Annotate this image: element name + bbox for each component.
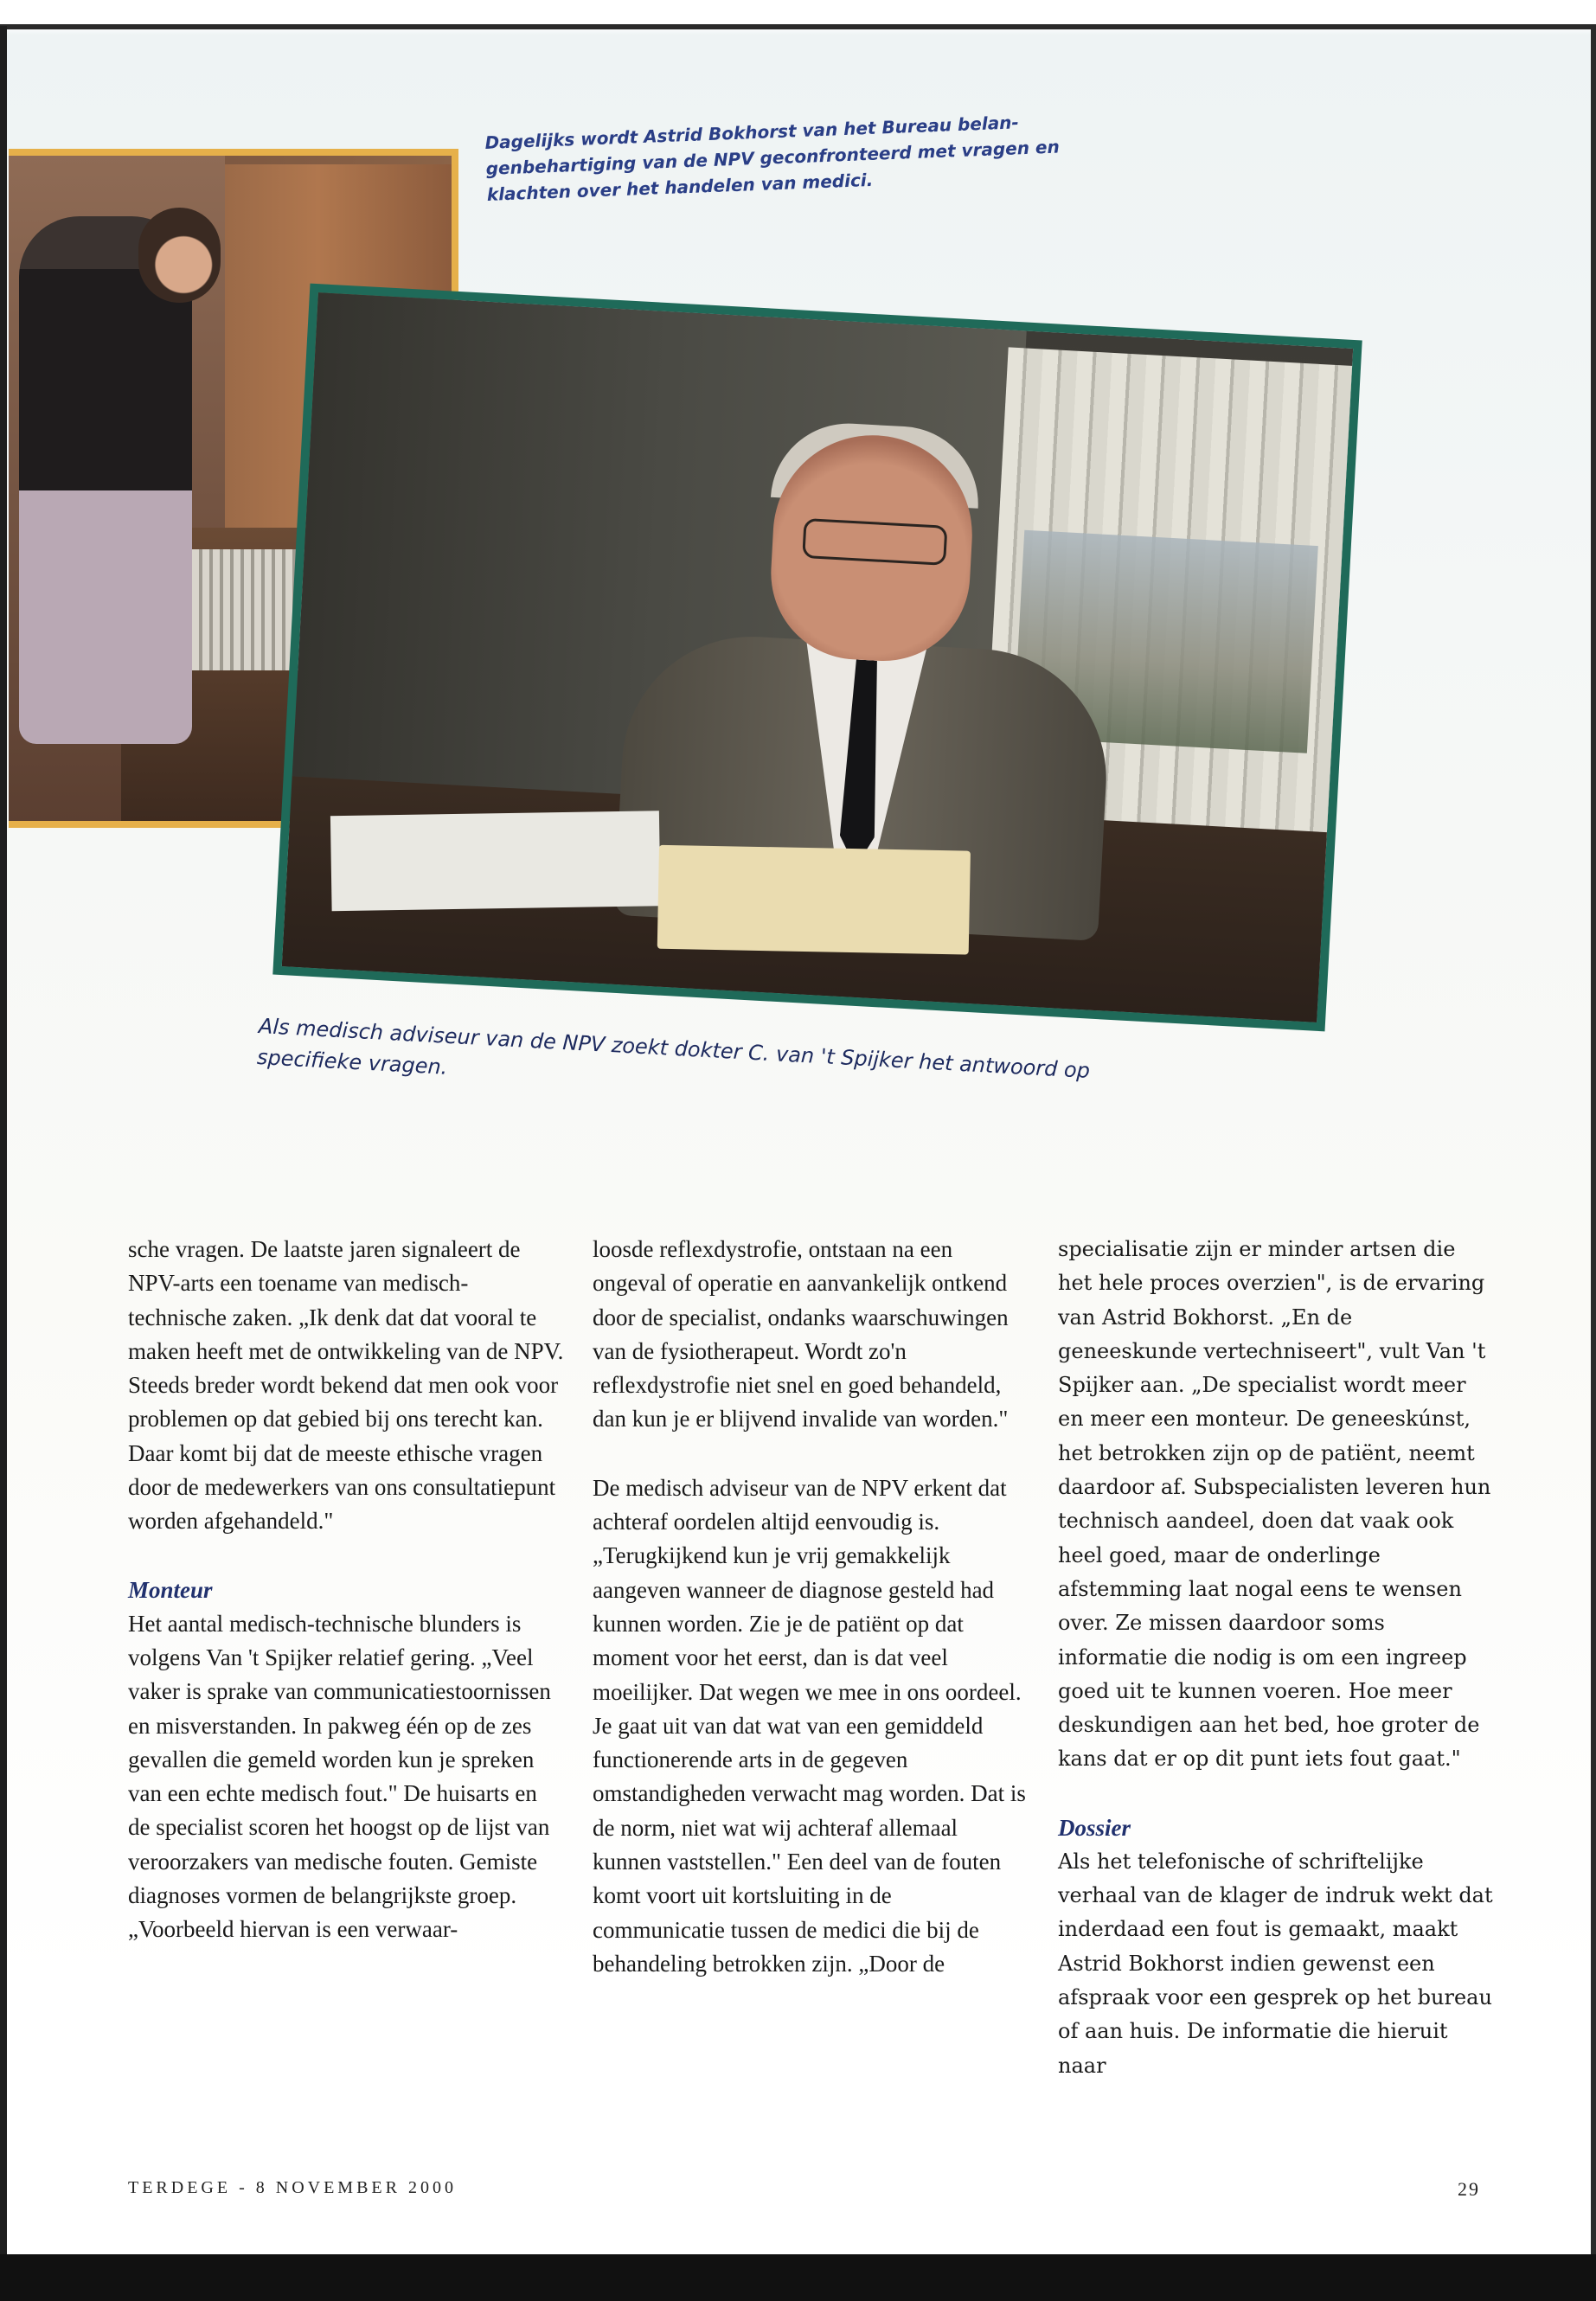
paragraph: loosde reflexdystrofie, ontstaan na een ongeval of operatie en aanvankelijk ontkend door de specialist, ondanks waarschuwingen van de fysiotherapeut. Wordt zo'n reflexdystrofie niet snel en goed behandeld, dan kun je er blijvend invalide van worden." xyxy=(593,1236,1009,1433)
paragraph: sche vragen. De laatste jaren signaleert de NPV-arts een toename van medisch-technische zaken. „Ik denk dat dat vooral te maken heeft met de ontwikkeling van de NPV. Steeds breder wordt bekend dat men ook voor problemen op dat gebied bij ons terecht kan. Daar komt bij dat de meeste ethische vragen door de medewerkers van ons consultatiepunt worden afgehandeld." xyxy=(128,1236,564,1535)
subheading-monteur: Monteur xyxy=(128,1576,213,1603)
paragraph: specialisatie zijn er minder artsen die het hele proces overzien", is de ervaring van Astrid Bokhorst. „En de geneeskunde vertechniseert", vult Van 't Spijker aan. „De specialist wordt meer en meer een monteur. De geneeskúnst, het betrokken zijn op de patiënt, neemt daardoor af. Subspecialisten leveren hun technisch aandeel, doen dat vaak ook heel goed, maar de onderlinge afstemming laat nogal eens te wensen over. Ze missen daardoor soms informatie die nodig is om een ingreep goed uit te kunnen voeren. Hoe meer deskundigen aan het bed, hoe groter de kans dat er op dit punt iets fout gaat." xyxy=(1058,1237,1491,1772)
article-column-1 xyxy=(128,1233,565,1947)
subheading-dossier: Dossier xyxy=(1058,1814,1131,1841)
scan-border-left xyxy=(0,26,7,2258)
article-column-2 xyxy=(593,1233,1029,1981)
scan-border-bottom xyxy=(0,2254,1596,2301)
scan-border-top xyxy=(0,24,1596,29)
photo-doctor-at-desk-frame xyxy=(272,284,1362,1032)
photo-doctor-at-desk xyxy=(272,284,1362,1032)
paragraph: De medisch adviseur van de NPV erkent dat achteraf oordelen altijd eenvoudig is. „Terugkijkend kun je vrij gemakkelijk aangeven wanneer de diagnose gesteld had kunnen worden. Zie je de patiënt op dat moment voor het eerst, dan is dat veel moeilijker. Dat wegen we mee in ons oordeel. Je gaat uit van dat wat van een gemiddeld functionerende arts in de gegeven omstandigheden verwacht mag worden. Dat is de norm, niet wat wij achteraf allemaal kunnen vaststellen." Een deel van de fouten komt voort uit kortsluiting in de communicatie tussen de medici die bij de behandeling betrokken zijn. „Door de xyxy=(593,1474,1026,1977)
scan-border-right xyxy=(1591,26,1596,2258)
paragraph: Als het telefonische of schriftelijke verhaal van de klager de indruk wekt dat inderdaad een fout is gemaakt, maakt Astrid Bokhorst indien gewenst een afspraak voor een gesprek op het bureau of aan huis. De informatie die hieruit naar xyxy=(1058,1849,1493,2078)
footer-publication: TERDEGE - 8 NOVEMBER 2000 xyxy=(128,2178,457,2197)
caption-bottom: Als medisch adviseur van de NPV zoekt dokter C. van 't Spijker het antwoord op specifieke vragen. xyxy=(256,1013,1091,1083)
page-number: 29 xyxy=(1458,2178,1480,2200)
caption-top: Dagelijks wordt Astrid Bokhorst van het Bureau belan-genbehartiging van de NPV geconfronteerd met vragen en klachten over het handelen van medici. xyxy=(484,112,1061,205)
paragraph: Het aantal medisch-technische blunders is volgens Van 't Spijker relatief gering. „Veel vaker is sprake van communicatiestoornissen en misverstanden. In pakweg één op de zes gevallen die gemeld worden kun je spreken van een echte medisch fout." De huisarts en de specialist scoren het hoogst op de lijst van veroorzakers van medische fouten. Gemiste diagnoses vormen de belangrijkste groep. „Voorbeeld hiervan is een verwaar- xyxy=(128,1610,551,1943)
article-column-3 xyxy=(1058,1233,1495,2083)
